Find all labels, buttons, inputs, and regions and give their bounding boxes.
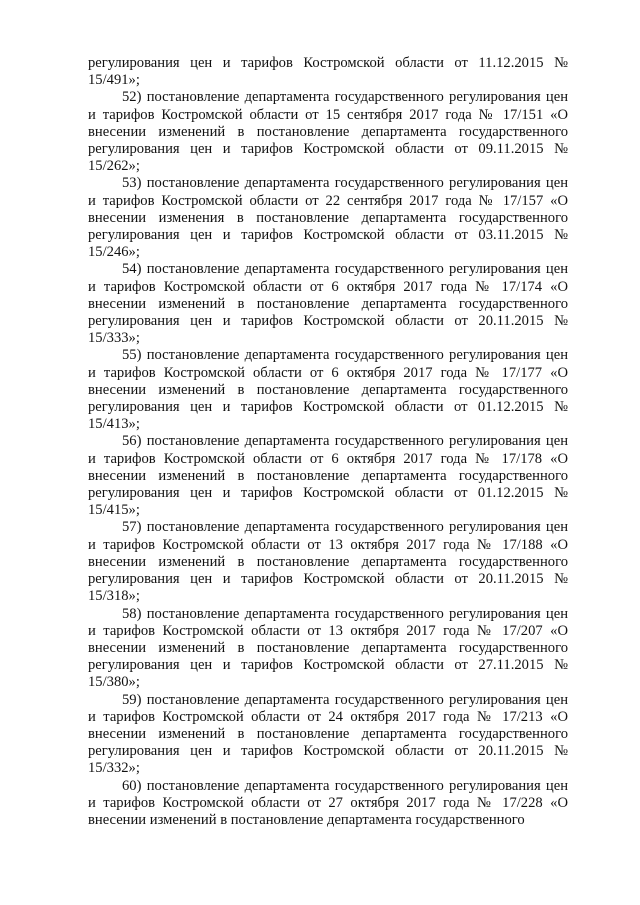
paragraph-item-53: 53) постановление департамента государственного регулирования цен и тарифов Костромской области от 22 сентября 2017 года № 17/157 «О внесении изменения в постановление департамента государственного регулирования цен и тарифов Костромской области от 03.11.2015 № 15/246»; bbox=[88, 175, 568, 261]
paragraph-item-58: 58) постановление департамента государственного регулирования цен и тарифов Костромской области от 13 октября 2017 года № 17/207 «О внесении изменений в постановление департамента государственного регулирования цен и тарифов Костромской области от 27.11.2015 № 15/380»; bbox=[88, 605, 568, 691]
paragraph-item-57: 57) постановление департамента государственного регулирования цен и тарифов Костромской области от 13 октября 2017 года № 17/188 «О внесении изменений в постановление департамента государственного регулирования цен и тарифов Костромской области от 20.11.2015 № 15/318»; bbox=[88, 519, 568, 605]
paragraph-item-60: 60) постановление департамента государственного регулирования цен и тарифов Костромской области от 27 октября 2017 года № 17/228 «О внесении изменений в постановление департамента государственного bbox=[88, 777, 568, 828]
paragraph-item-56: 56) постановление департамента государственного регулирования цен и тарифов Костромской области от 6 октября 2017 года № 17/178 «О внесении изменений в постановление департамента государственного регулирования цен и тарифов Костромской области от 01.12.2015 № 15/415»; bbox=[88, 433, 568, 519]
paragraph-item-52: 52) постановление департамента государственного регулирования цен и тарифов Костромской области от 15 сентября 2017 года № 17/151 «О внесении изменений в постановление департамента государственного регулирования цен и тарифов Костромской области от 09.11.2015 № 15/262»; bbox=[88, 89, 568, 175]
document-page bbox=[88, 55, 568, 829]
paragraph-item-55: 55) постановление департамента государственного регулирования цен и тарифов Костромской области от 6 октября 2017 года № 17/177 «О внесении изменений в постановление департамента государственного регулирования цен и тарифов Костромской области от 01.12.2015 № 15/413»; bbox=[88, 347, 568, 433]
paragraph-item-59: 59) постановление департамента государственного регулирования цен и тарифов Костромской области от 24 октября 2017 года № 17/213 «О внесении изменений в постановление департамента государственного регулирования цен и тарифов Костромской области от 20.11.2015 № 15/332»; bbox=[88, 691, 568, 777]
paragraph-item-54: 54) постановление департамента государственного регулирования цен и тарифов Костромской области от 6 октября 2017 года № 17/174 «О внесении изменений в постановление департамента государственного регулирования цен и тарифов Костромской области от 20.11.2015 № 15/333»; bbox=[88, 261, 568, 347]
paragraph-continuation: регулирования цен и тарифов Костромской области от 11.12.2015 № 15/491»; bbox=[88, 55, 568, 89]
